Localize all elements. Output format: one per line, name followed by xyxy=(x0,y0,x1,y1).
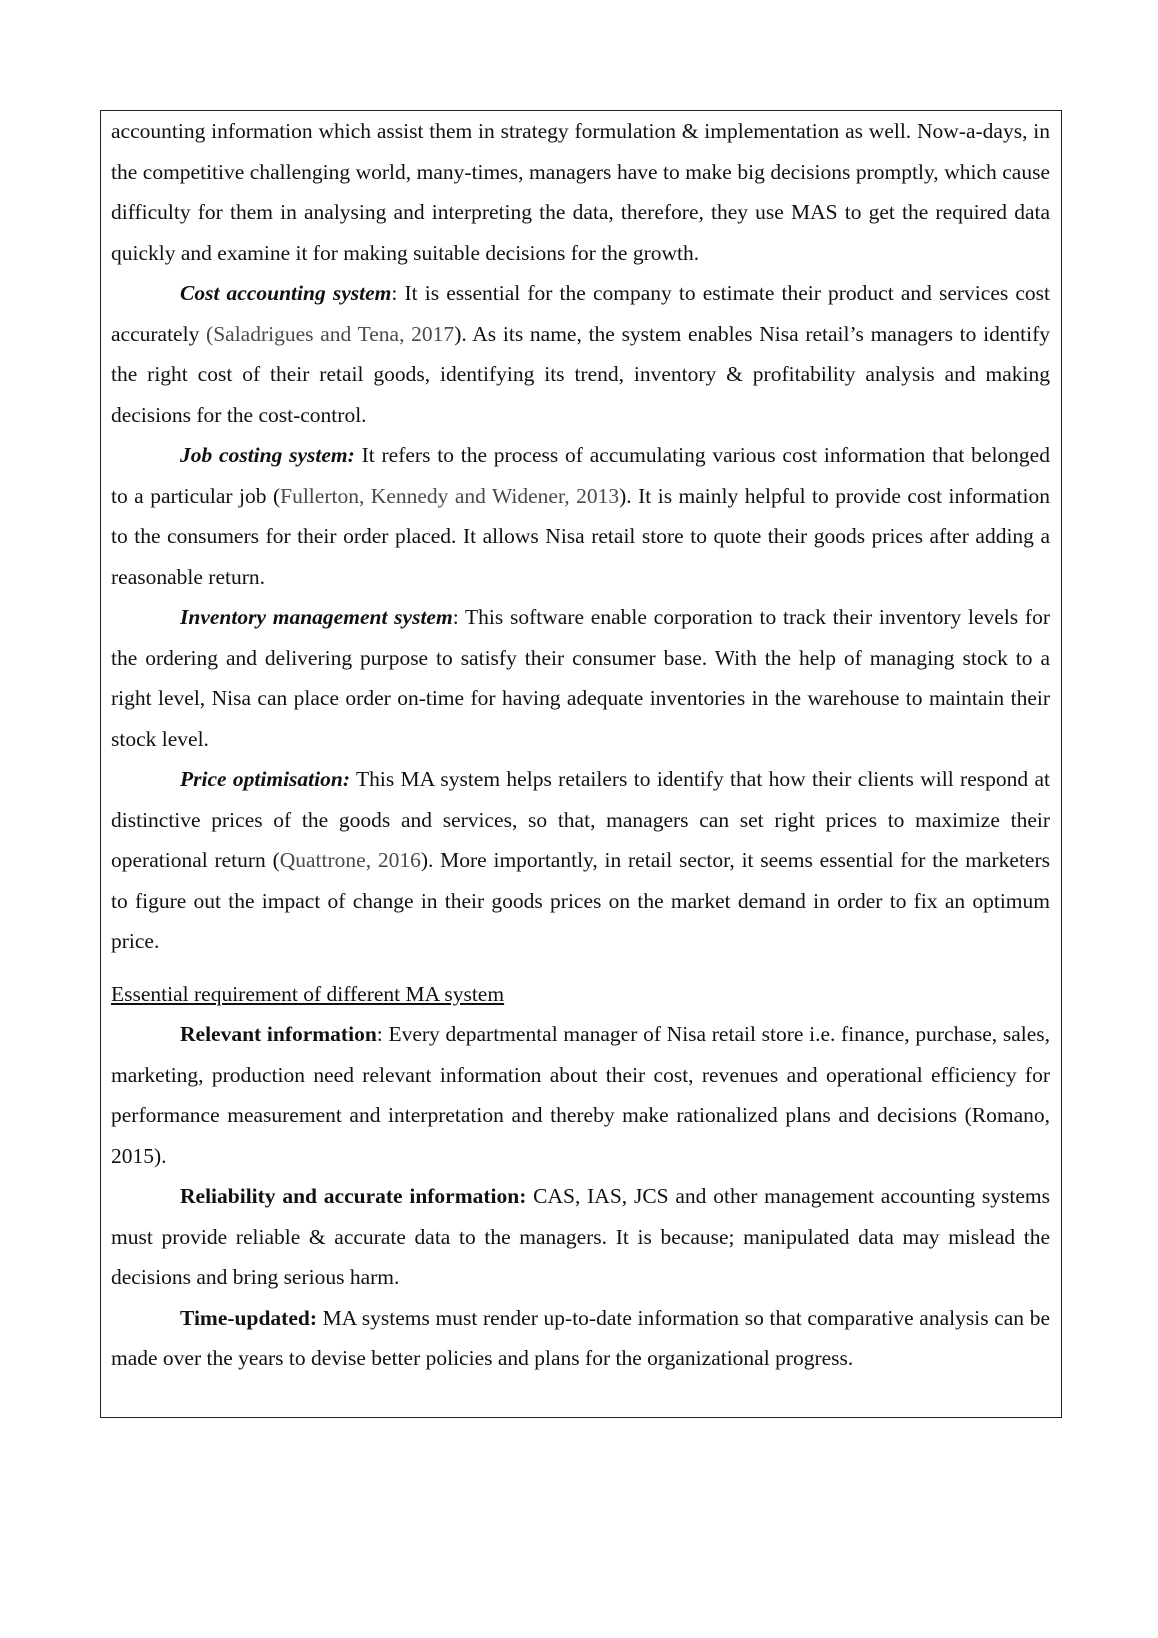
job-costing-text-a: It refers to the process of accumulating various cost information that belonged to a particular job ( xyxy=(111,443,1050,508)
price-text-a: This MA system helps retailers to identify that how their clients will respond at distinctive prices of the goods and services, so that, managers can set right prices to maximize their operational return ( xyxy=(111,767,1050,872)
paragraph-time-updated xyxy=(111,1298,1050,1379)
citation-quattrone: Quattrone, 2016 xyxy=(279,848,421,872)
cost-accounting-text-a: It is essential for the company to estimate their product and services cost accurately xyxy=(111,281,1050,346)
term-time-updated: Time-updated: xyxy=(180,1305,317,1330)
relevant-text: : Every departmental manager of Nisa retail store i.e. finance, purchase, sales, marketing, production need relevant information about their cost, revenues and operational efficiency for performance measurement and interpretation and thereby make rationalized plans and decisions (Romano, 2015). xyxy=(111,1022,1051,1168)
cost-accounting-sep: : xyxy=(391,281,398,305)
reliability-text: CAS, IAS, JCS and other management accounting systems must provide reliable & accurate data to the managers. It is because; manipulated data may mislead the decisions and bring serious harm. xyxy=(111,1184,1050,1289)
term-cost-accounting: Cost accounting system xyxy=(180,281,392,305)
section-heading: Essential requirement of different MA system xyxy=(111,981,505,1006)
paragraph-price xyxy=(111,759,1050,962)
price-text-b: ). More importantly, in retail sector, it seems essential for the marketers to figure out the impact of change in their goods prices on the market demand in order to fix an optimum price. xyxy=(111,848,1050,953)
document-body-frame xyxy=(100,110,1062,1418)
paragraph-intro xyxy=(111,111,1050,273)
cost-accounting-text-b: ). As its name, the system enables Nisa retail’s managers to identify the right cost of their retail goods, identifying its trend, inventory & profitability analysis and making decisions for the cost-control. xyxy=(111,321,1050,427)
term-reliability: Reliability and accurate information: xyxy=(180,1184,527,1208)
job-costing-text-b: ). It is mainly helpful to provide cost information to the consumers for their order placed. It allows Nisa retail store to quote their goods prices after adding a reasonable return. xyxy=(111,483,1050,589)
paragraph-relevant xyxy=(111,1014,1050,1176)
citation-fullerton: Fullerton, Kennedy and Widener, 2013 xyxy=(280,483,620,508)
term-relevant: Relevant information xyxy=(180,1022,377,1046)
paragraph-inventory xyxy=(111,597,1050,759)
term-inventory: Inventory management system xyxy=(180,605,453,629)
paragraph-reliability xyxy=(111,1176,1050,1298)
citation-saladrigues: (Saladrigues and Tena, 2017 xyxy=(206,321,455,346)
paragraph-job-costing xyxy=(111,435,1050,597)
paragraph-cost-accounting xyxy=(111,273,1050,435)
time-updated-text: MA systems must render up-to-date information so that comparative analysis can be made over the years to devise better policies and plans for the organizational progress. xyxy=(111,1305,1050,1370)
inventory-text: : This software enable corporation to track their inventory levels for the ordering and delivering purpose to satisfy their consumer base. With the help of managing stock to a right level, Nisa can place order on-time for having adequate inventories in the warehouse to maintain their stock level. xyxy=(111,605,1050,751)
term-job-costing: Job costing system: xyxy=(180,443,355,467)
term-price: Price optimisation: xyxy=(180,767,350,791)
intro-text: accounting information which assist them in strategy formulation & implementation as well. Now-a-days, in the competitive challenging world, many-times, managers have to make big decisions promptly, which cause difficulty for them in analysing and interpreting the data, therefore, they use MAS to get the required data quickly and examine it for making suitable decisions for the growth. xyxy=(111,119,1050,265)
